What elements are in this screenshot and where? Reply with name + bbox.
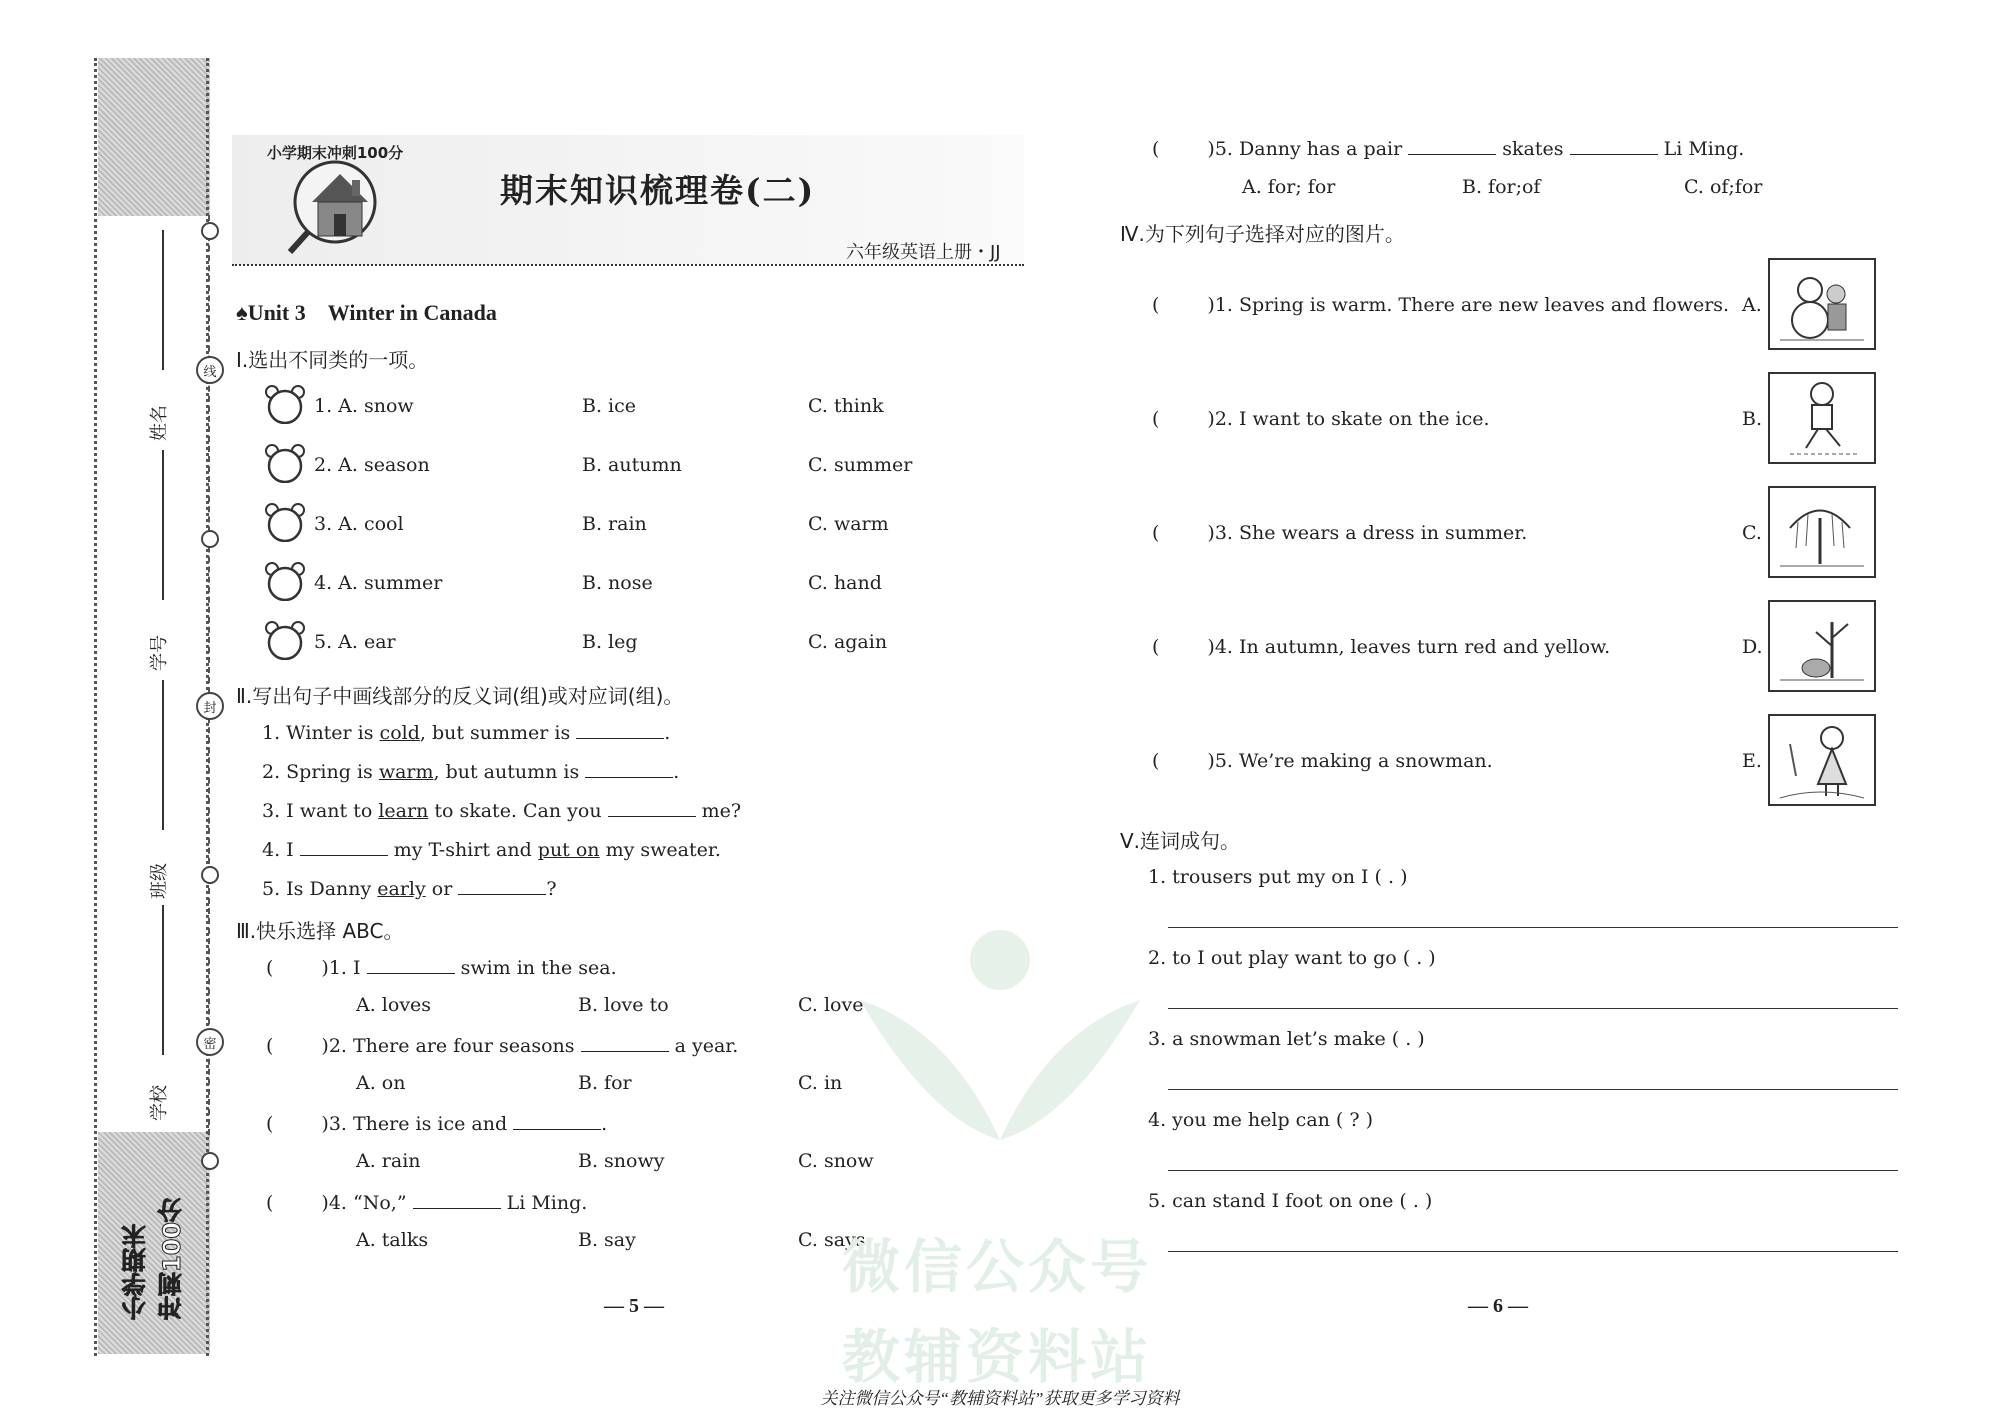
s5-item-4: 4. you me help can ( ? ): [1148, 1109, 1374, 1131]
answer-blank: [513, 1111, 601, 1130]
answer-blank: [367, 955, 455, 974]
unit-label: Unit 3: [247, 300, 306, 325]
answer-writing-line[interactable]: [1168, 1251, 1898, 1252]
student-id-label: 学号: [149, 635, 170, 671]
bear-answer-box-icon: [264, 561, 306, 601]
student-id-write-line: [162, 450, 164, 600]
answer-writing-line[interactable]: [1168, 927, 1898, 928]
answer-paren[interactable]: (: [1152, 408, 1160, 430]
s4-item-1: ( )1. Spring is warm. There are new leaves and flowers.: [1152, 294, 1730, 316]
header-divider: [232, 264, 1024, 266]
page-title: 期末知识梳理卷(二): [500, 171, 816, 210]
class-write-line: [162, 680, 164, 830]
answer-writing-line[interactable]: [1168, 1170, 1898, 1171]
autumn-tree-basket-picture: [1768, 600, 1876, 692]
binding-cut-line: [208, 215, 210, 1135]
s1-q3-option-a: 3. A. cool: [314, 513, 404, 535]
s3-q3: ( )3. There is ice and .: [266, 1113, 608, 1135]
watermark-line2: 教辅资料站: [842, 1323, 1153, 1391]
answer-paren[interactable]: (: [1152, 750, 1160, 772]
s4-letter-d: D.: [1742, 636, 1763, 658]
house-magnifier-logo: [250, 140, 420, 260]
s1-q3-option-b: B. rain: [582, 513, 647, 535]
answer-blank[interactable]: [458, 876, 546, 895]
logo-text: 小学期末冲刺100分: [266, 144, 404, 162]
binding-ring: [201, 1152, 219, 1170]
s3-q2-option-b: B. for: [578, 1072, 632, 1094]
binding-brand-line2: 冲刺100分: [158, 1197, 186, 1320]
s2-sentence-2: 2. Spring is warm, but autumn is .: [262, 761, 680, 783]
watermark-line1: 微信公众号: [842, 1233, 1153, 1301]
answer-paren[interactable]: (: [1152, 138, 1160, 160]
s3-q1-option-b: B. love to: [578, 994, 669, 1016]
seal-mark-line: 线: [196, 356, 224, 384]
s4-letter-b: B.: [1742, 408, 1763, 430]
s3-q4-option-b: B. say: [578, 1229, 636, 1251]
answer-blank: [413, 1190, 501, 1209]
s4-item-4: ( )4. In autumn, leaves turn red and yellow.: [1152, 636, 1611, 658]
answer-paren[interactable]: (: [266, 1192, 274, 1214]
unit-title: Winter in Canada: [327, 300, 497, 325]
seal-mark-seal: 封: [196, 692, 224, 720]
s4-item-3: ( )3. She wears a dress in summer.: [1152, 522, 1528, 544]
boy-skating-picture: [1768, 372, 1876, 464]
s4-letter-a: A.: [1742, 294, 1762, 316]
answer-paren[interactable]: (: [266, 1035, 274, 1057]
s1-q4-option-a: 4. A. summer: [314, 572, 443, 594]
s5-item-3: 3. a snowman let’s make ( . ): [1148, 1028, 1425, 1050]
willow-tree-picture: [1768, 486, 1876, 578]
s2-sentence-1: 1. Winter is cold, but summer is .: [262, 722, 671, 744]
s5-item-5: 5. can stand I foot on one ( . ): [1148, 1190, 1433, 1212]
sprout-watermark-logo: [830, 920, 1170, 1160]
answer-blank[interactable]: [585, 759, 673, 778]
s2-sentence-5: 5. Is Danny early or ?: [262, 878, 557, 900]
girl-summer-dress-picture: [1768, 714, 1876, 806]
page-number-right: — 6 —: [1468, 1295, 1528, 1317]
s4-letter-c: C.: [1742, 522, 1762, 544]
answer-blank: [581, 1033, 669, 1052]
s2-sentence-4: 4. I my T-shirt and put on my sweater.: [262, 839, 721, 861]
s3-q5-option-c: C. of;for: [1684, 176, 1763, 198]
page-subtitle: 六年级英语上册・JJ: [846, 242, 1001, 263]
page-footer: 关注微信公众号“教辅资料站”获取更多学习资料: [820, 1389, 1180, 1408]
name-write-line: [162, 230, 164, 370]
s4-item-5: ( )5. We’re making a snowman.: [1152, 750, 1493, 772]
s3-q3-option-c: C. snow: [798, 1150, 874, 1172]
bear-answer-box-icon: [264, 384, 306, 424]
school-write-line: [162, 905, 164, 1055]
section2-heading: Ⅱ.写出句子中画线部分的反义词(组)或对应词(组)。: [236, 684, 684, 708]
s3-q3-option-b: B. snowy: [578, 1150, 665, 1172]
binding-top-shade: [98, 58, 210, 216]
s1-q2-option-c: C. summer: [808, 454, 913, 476]
answer-blank[interactable]: [608, 798, 696, 817]
answer-paren[interactable]: (: [1152, 294, 1160, 316]
name-label: 姓名: [149, 405, 170, 441]
seal-mark-secret: 密: [196, 1028, 224, 1056]
s3-q2-option-a: A. on: [356, 1072, 406, 1094]
s1-q2-option-a: 2. A. season: [314, 454, 430, 476]
s3-q4-option-c: C. says: [798, 1229, 866, 1251]
section3-heading: Ⅲ.快乐选择 ABC。: [236, 919, 404, 943]
answer-blank: [1408, 136, 1496, 155]
s3-q3-option-a: A. rain: [356, 1150, 421, 1172]
s4-item-2: ( )2. I want to skate on the ice.: [1152, 408, 1490, 430]
s1-q1-option-a: 1. A. snow: [314, 395, 414, 417]
answer-paren[interactable]: (: [1152, 522, 1160, 544]
school-label: 学校: [149, 1085, 170, 1121]
s3-q4: ( )4. “No,” Li Ming.: [266, 1192, 588, 1214]
s4-letter-e: E.: [1742, 750, 1762, 772]
s1-q4-option-b: B. nose: [582, 572, 653, 594]
answer-paren[interactable]: (: [266, 957, 274, 979]
s2-sentence-3: 3. I want to learn to skate. Can you me?: [262, 800, 742, 822]
snowman-kids-picture: [1768, 258, 1876, 350]
s3-q1: ( )1. I swim in the sea.: [266, 957, 617, 979]
binding-brand-line1: 小学期末: [122, 1224, 150, 1320]
binding-ring: [201, 222, 219, 240]
s1-q2-option-b: B. autumn: [582, 454, 682, 476]
page-number-left: — 5 —: [604, 1295, 664, 1317]
s1-q3-option-c: C. warm: [808, 513, 889, 535]
binding-ring: [201, 530, 219, 548]
s5-item-2: 2. to I out play want to go ( . ): [1148, 947, 1436, 969]
answer-writing-line[interactable]: [1168, 1008, 1898, 1009]
answer-blank[interactable]: [300, 837, 388, 856]
class-label: 班级: [149, 863, 170, 899]
bear-answer-box-icon: [264, 502, 306, 542]
s3-q1-option-c: C. love: [798, 994, 864, 1016]
section5-heading: Ⅴ.连词成句。: [1120, 829, 1241, 853]
binding-ring: [201, 866, 219, 884]
s3-q5-option-b: B. for;of: [1462, 176, 1541, 198]
section1-heading: Ⅰ.选出不同类的一项。: [236, 348, 429, 372]
s1-q5-option-a: 5. A. ear: [314, 631, 396, 653]
binding-brand: [118, 1170, 198, 1320]
s3-q5: ( )5. Danny has a pair skates Li Ming.: [1152, 138, 1745, 160]
answer-blank[interactable]: [576, 720, 664, 739]
s3-q2-option-c: C. in: [798, 1072, 843, 1094]
answer-blank: [1570, 136, 1658, 155]
answer-paren[interactable]: (: [266, 1113, 274, 1135]
answer-paren[interactable]: (: [1152, 636, 1160, 658]
s1-q1-option-c: C. think: [808, 395, 884, 417]
bear-answer-box-icon: [264, 443, 306, 483]
s3-q2: ( )2. There are four seasons a year.: [266, 1035, 739, 1057]
s5-item-1: 1. trousers put my on I ( . ): [1148, 866, 1408, 888]
s1-q5-option-b: B. leg: [582, 631, 638, 653]
s3-q4-option-a: A. talks: [356, 1229, 429, 1251]
s3-q5-option-a: A. for; for: [1242, 176, 1336, 198]
s1-q4-option-c: C. hand: [808, 572, 882, 594]
s1-q1-option-b: B. ice: [582, 395, 637, 417]
s1-q5-option-c: C. again: [808, 631, 888, 653]
section4-heading: Ⅳ.为下列句子选择对应的图片。: [1120, 222, 1405, 246]
answer-writing-line[interactable]: [1168, 1089, 1898, 1090]
bear-answer-box-icon: [264, 620, 306, 660]
s3-q1-option-a: A. loves: [356, 994, 432, 1016]
spade-icon: ♠: [236, 300, 248, 325]
unit-heading: [236, 300, 497, 326]
